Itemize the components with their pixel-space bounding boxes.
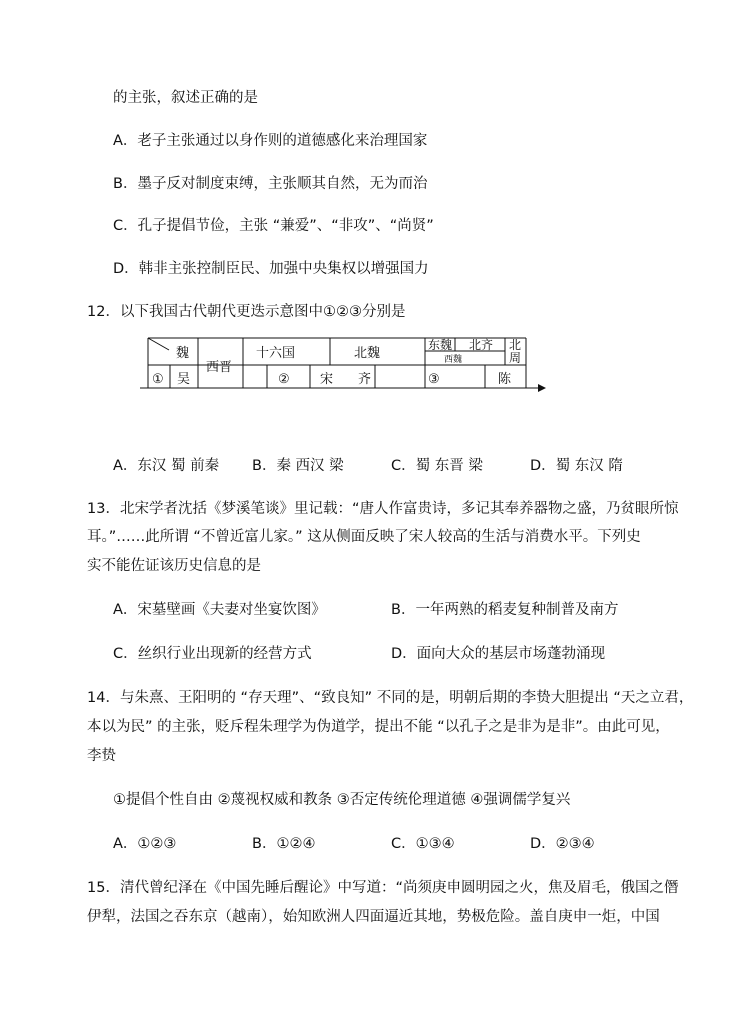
label-zhou: 周	[509, 351, 522, 365]
q12-option-c: C．蜀 东晋 梁	[391, 458, 483, 474]
question-13-line-2: 耳。”……此所谓 “不曾近富儿家。” 这从侧面反映了宋人较高的生活与消费水平。下列史	[87, 529, 641, 545]
q13-option-a: A．宋墓壁画《夫妻对坐宴饮图》	[113, 602, 326, 618]
q14-option-a: A．①②③	[113, 836, 177, 852]
label-dongwei: 东魏	[428, 338, 453, 352]
label-wu: 吴	[177, 372, 191, 387]
q14-option-c: C．①③④	[391, 836, 455, 852]
q12-option-a: A．东汉 蜀 前秦	[113, 458, 220, 474]
blank-2: ②	[278, 372, 290, 387]
question-14-line-1: 14．与朱熹、王阳明的 “存天理”、“致良知” 不同的是，明朝后期的李贽大胆提出 “天之立君，	[87, 690, 694, 706]
question-13-line-3: 实不能佐证该历史信息的是	[87, 558, 261, 574]
question-13-line-1: 13．北宋学者沈括《梦溪笔谈》里记载：“唐人作富贵诗，多记其奉养器物之盛，乃贫眼所惊	[87, 501, 679, 517]
question-15-line-1: 15．清代曾纪泽在《中国先睡后醒论》中写道：“尚须庚申圆明园之火，焦及眉毛，俄国之僭	[87, 880, 679, 896]
label-xijin: 西晋	[206, 360, 233, 375]
label-wei: 魏	[176, 346, 190, 361]
label-chen: 陈	[498, 372, 512, 387]
label-bei: 北	[509, 338, 522, 352]
q12-option-b: B．秦 西汉 梁	[252, 458, 344, 474]
label-beiwei: 北魏	[354, 346, 381, 361]
question-12-stem: 12．以下我国古代朝代更迭示意图中①②③分别是	[87, 304, 406, 320]
q14-option-b: B．①②④	[252, 836, 316, 852]
question-15-line-2: 伊犁，法国之吞东京（越南），始知欧洲人四面逼近其地，势极危险。盖自庚申一炬，中国	[87, 909, 660, 925]
q11-option-b: B．墨子反对制度束缚，主张顺其自然，无为而治	[113, 176, 428, 192]
blank-1: ①	[152, 372, 164, 387]
label-qi: 齐	[358, 372, 372, 387]
q14-option-d: D．②③④	[530, 836, 595, 852]
label-song: 宋	[320, 372, 334, 387]
q11-option-a: A．老子主张通过以身作则的道德感化来治理国家	[113, 133, 428, 149]
label-beiqi: 北齐	[469, 338, 494, 352]
question-11-stem-end: 的主张，叙述正确的是	[113, 90, 258, 106]
label-sixteen-kingdoms: 十六国	[256, 346, 296, 361]
label-xiwei: 西魏	[444, 355, 463, 365]
q12-option-d: D．蜀 东汉 隋	[530, 458, 623, 474]
dynasty-timeline-diagram	[140, 330, 550, 394]
question-14-line-2: 本以为民” 的主张，贬斥程朱理学为伪道学，提出不能 “以孔子之是非为是非”。由此可见，	[87, 719, 670, 735]
q11-option-c: C．孔子提倡节俭，主张 “兼爱”、“非攻”、“尚贤”	[113, 218, 434, 234]
q13-option-c: C．丝织行业出现新的经营方式	[113, 646, 312, 662]
blank-3: ③	[428, 372, 440, 387]
q11-option-d: D．韩非主张控制臣民、加强中央集权以增强国力	[113, 261, 429, 277]
q13-option-d: D．面向大众的基层市场蓬勃涌现	[391, 646, 606, 662]
q14-statements: ①提倡个性自由 ②蔑视权威和教条 ③否定传统伦理道德 ④强调儒学复兴	[113, 792, 571, 808]
q13-option-b: B．一年两熟的稻麦复种制普及南方	[391, 602, 619, 618]
question-14-line-3: 李贽	[87, 748, 116, 764]
